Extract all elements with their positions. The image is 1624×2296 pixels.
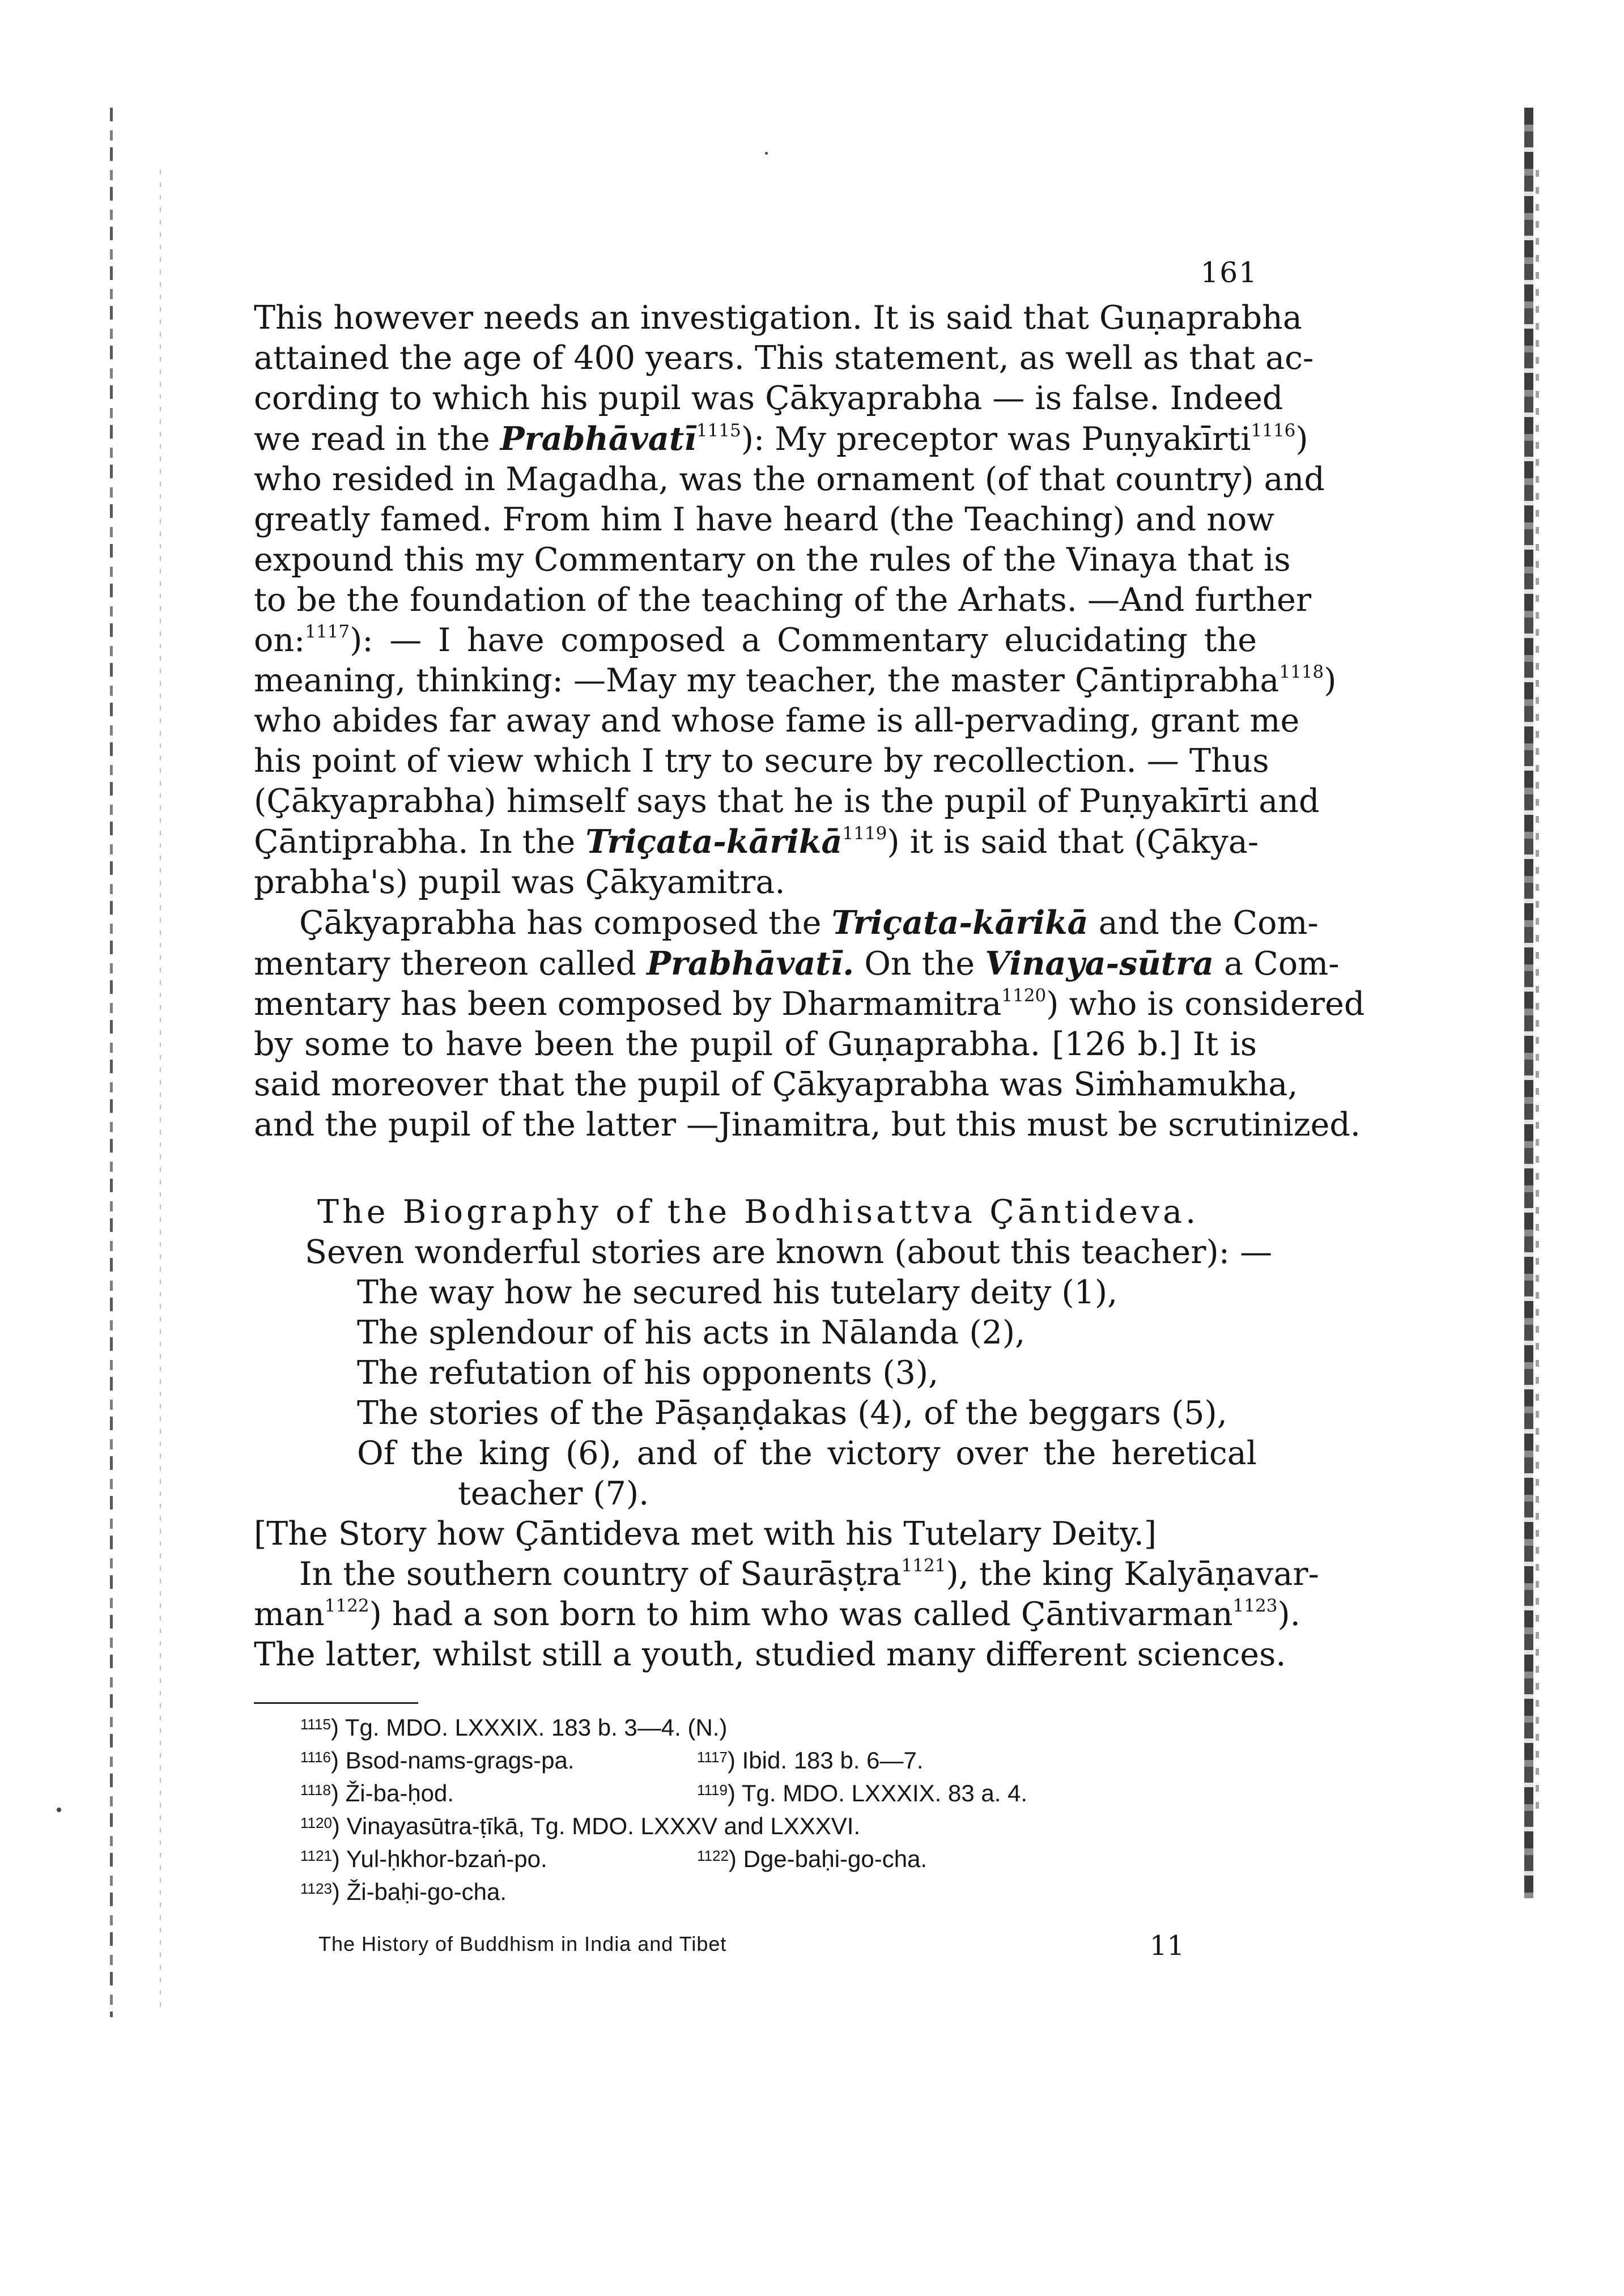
- footnote-ref: 1119: [842, 823, 887, 844]
- footnote-number: 1115: [300, 1716, 331, 1733]
- footnote: [697, 1846, 927, 1872]
- footnote: [300, 1843, 697, 1876]
- footnote-number: 1119: [697, 1781, 728, 1798]
- footnote: [300, 1813, 860, 1839]
- footnote-paren: ): [727, 1780, 742, 1806]
- signature-mark: 11: [1149, 1930, 1184, 1962]
- text-run: mentary thereon called: [254, 945, 647, 983]
- italic-title: Prabhāvatī.: [647, 945, 854, 983]
- text-line: [254, 338, 1314, 379]
- text-run: Çāntiprabha. In the: [254, 823, 586, 861]
- text-run: (Çākyaprabha) himself says that he is the pupil of Puṇyakīrti and: [254, 783, 1320, 820]
- footnote-paren: ): [330, 1780, 346, 1806]
- section-heading: The Biography of the Bodhisattva Çāntideva.: [317, 1193, 1200, 1231]
- text-run: and the pupil of the latter —Jinamitra, but this must be scrutinized.: [254, 1106, 1361, 1143]
- footnote-paren: ): [728, 1846, 743, 1872]
- text-run: ): [1324, 662, 1337, 699]
- footnote: [697, 1780, 1027, 1806]
- footnote-row: [300, 1744, 1264, 1777]
- italic-title: Vinaya-sūtra: [985, 945, 1214, 983]
- footnote-paren: ): [330, 1714, 345, 1741]
- scan-speck: [57, 1808, 61, 1812]
- footnote-paren: ): [330, 1747, 346, 1774]
- text-run: ): [1295, 420, 1308, 458]
- text-line: [254, 741, 1269, 781]
- italic-title: Triçata-kārikā: [585, 823, 843, 861]
- footnote: [697, 1747, 924, 1774]
- text-line: [254, 540, 1291, 580]
- text-run: to be the foundation of the teaching of the Arhats. —And further: [254, 581, 1312, 619]
- footnotes: [300, 1711, 1264, 1908]
- footnote-text: Dge-baḥi-go-cha.: [743, 1846, 928, 1872]
- italic-title: Prabhāvatī: [500, 420, 696, 458]
- footnote-ref: 1121: [901, 1555, 946, 1576]
- text-run: prabha's) pupil was Çākyamitra.: [254, 864, 785, 901]
- footnote-row: [300, 1711, 1264, 1744]
- text-run: cording to which his pupil was Çākyaprabha — is false. Indeed: [254, 380, 1283, 417]
- footnote-row: [300, 1777, 1264, 1810]
- scan-speck: [765, 152, 768, 155]
- footnote-row: [300, 1876, 1264, 1908]
- text-run: ).: [1277, 1596, 1300, 1633]
- text-line: [254, 903, 1319, 943]
- text-line: [254, 1065, 1298, 1105]
- footnote-text: Tg. MDO. LXXXIX. 183 b. 3—4. (N.): [345, 1714, 728, 1741]
- text-run: expound this my Commentary on the rules of the Vinaya that is: [254, 541, 1291, 579]
- footnote: [300, 1714, 727, 1741]
- footnote-paren: ): [331, 1813, 347, 1839]
- verse-line: The refutation of his opponents (3),: [357, 1354, 939, 1392]
- story-paragraph: [254, 1554, 1319, 1675]
- footnote-number: 1122: [697, 1847, 729, 1864]
- text-line: [254, 701, 1300, 741]
- text-line: [254, 984, 1365, 1024]
- footnote-number: 1118: [300, 1781, 331, 1798]
- scan-edge-left: [110, 108, 113, 2017]
- text-run: and the Com-: [1088, 904, 1319, 942]
- footnote-row: [300, 1810, 1264, 1843]
- footnote-ref: 1117: [305, 622, 350, 642]
- text-line: [254, 620, 1257, 661]
- text-run: who resided in Magadha, was the ornament (of that country) and: [254, 461, 1325, 498]
- text-run: ) who is considered: [1046, 985, 1365, 1023]
- verse-line: The stories of the Pāṣaṇḍakas (4), of the beggars (5),: [357, 1394, 1227, 1432]
- text-run: ): — I have composed a Commentary elucidating the: [350, 622, 1257, 659]
- text-run: On the: [854, 945, 985, 983]
- footnote-number: 1116: [300, 1749, 331, 1766]
- text-run: man: [254, 1596, 325, 1633]
- text-line: [254, 460, 1325, 500]
- footnote-row: [300, 1843, 1264, 1876]
- footnote-text: Yul-ḥkhor-bzaṅ-po.: [346, 1846, 547, 1872]
- text-run: we read in the: [254, 420, 500, 458]
- text-line: [254, 661, 1337, 701]
- text-run: mentary has been composed by Dharmamitra: [254, 985, 1002, 1023]
- footnote-rule: [254, 1702, 418, 1704]
- text-run: by some to have been the pupil of Guṇaprabha. [126 b.] It is: [254, 1026, 1257, 1063]
- footnote-paren: ): [331, 1846, 346, 1872]
- footnote-text: Vinayasūtra-ṭīkā, Tg. MDO. LXXXV and LXXXVI.: [346, 1813, 861, 1839]
- footnote: [300, 1777, 697, 1810]
- footnote-text: Bsod-nams-grags-pa.: [345, 1747, 575, 1774]
- text-run: said moreover that the pupil of Çākyaprabha was Siṁhamukha,: [254, 1066, 1298, 1103]
- footnote-ref: 1116: [1251, 420, 1296, 441]
- scan-edge-left-faint: [160, 170, 161, 2012]
- italic-title: Triçata-kārikā: [831, 904, 1089, 942]
- text-line: [254, 580, 1312, 620]
- footnote: [300, 1878, 507, 1905]
- text-run: meaning, thinking: —May my teacher, the master Çāntiprabha: [254, 662, 1279, 699]
- text-run: Çākyaprabha has composed the: [299, 904, 832, 942]
- scan-edge-right-faint: [1536, 170, 1539, 1813]
- biography-section: [254, 1192, 1319, 1675]
- text-run: who abides far away and whose fame is all-pervading, grant me: [254, 702, 1300, 739]
- footnote-ref: 1123: [1232, 1596, 1278, 1616]
- footnote-number: 1121: [300, 1847, 332, 1864]
- text-run: The latter, whilst still a youth, studied many different sciences.: [254, 1636, 1286, 1673]
- running-footer-title: The History of Buddhism in India and Tibet: [318, 1932, 727, 1955]
- text-line: [254, 943, 1340, 984]
- text-run: on:: [254, 622, 305, 659]
- text-line: [254, 1105, 1361, 1145]
- text-line: [254, 1635, 1286, 1675]
- footnote-text: Tg. MDO. LXXXIX. 83 a. 4.: [741, 1780, 1028, 1806]
- verse-line: The way how he secured his tutelary deity (1),: [357, 1274, 1118, 1311]
- text-run: ) had a son born to him who was called Çāntivarman: [369, 1596, 1233, 1633]
- footnote-text: Ži-baḥi-go-cha.: [346, 1878, 507, 1905]
- story-heading: [The Story how Çāntideva met with his Tutelary Deity.]: [254, 1515, 1157, 1553]
- footnote-ref: 1118: [1279, 662, 1324, 682]
- footnote-text: Ži-ba-ḥod.: [345, 1780, 454, 1806]
- text-line: [254, 781, 1320, 822]
- footnote-ref: 1122: [324, 1596, 369, 1616]
- footnote-number: 1120: [300, 1814, 332, 1831]
- text-line: [254, 500, 1275, 540]
- footnote-number: 1117: [697, 1749, 728, 1766]
- text-run: ), the king Kalyāṇavar-: [946, 1555, 1319, 1593]
- verse-intro: Seven wonderful stories are known (about this teacher): —: [305, 1234, 1273, 1271]
- text-line: [254, 1554, 1319, 1595]
- text-line: [254, 862, 1257, 903]
- text-line: [254, 298, 1302, 338]
- text-run: In the southern country of Saurāṣṭra: [299, 1555, 902, 1593]
- footnote-text: Ibid. 183 b. 6—7.: [742, 1747, 924, 1774]
- verse-line: The splendour of his acts in Nālanda (2),: [357, 1314, 1026, 1351]
- verse-list: [254, 1273, 1257, 1474]
- verse-continuation: teacher (7).: [458, 1475, 649, 1512]
- text-run: This however needs an investigation. It is said that Guṇaprabha: [254, 299, 1302, 337]
- scan-edge-right: [1524, 108, 1533, 1898]
- footnote-paren: ): [331, 1878, 347, 1905]
- text-run: his point of view which I try to secure by recollection. — Thus: [254, 742, 1269, 780]
- footnote-paren: ): [727, 1747, 742, 1774]
- text-run: ) it is said that (Çākya-: [887, 823, 1259, 861]
- text-line: [254, 822, 1257, 862]
- footnote: [300, 1744, 697, 1777]
- text-run: ): My preceptor was Puṇyakīrti: [741, 420, 1251, 458]
- text-run: a Com-: [1214, 945, 1340, 983]
- text-line: [254, 419, 1308, 460]
- text-line: [254, 1595, 1300, 1635]
- text-line: [254, 1024, 1257, 1065]
- footnote-number: 1123: [300, 1880, 332, 1897]
- footnote-ref: 1120: [1001, 985, 1047, 1006]
- text-line: [254, 379, 1283, 419]
- page-number: 161: [1200, 256, 1258, 289]
- text-run: attained the age of 400 years. This statement, as well as that ac-: [254, 339, 1314, 377]
- text-run: greatly famed. From him I have heard (the Teaching) and now: [254, 501, 1275, 538]
- footnote-ref: 1115: [696, 420, 741, 441]
- body-text: [254, 298, 1365, 1145]
- verse-line: Of the king (6), and of the victory over the heretical: [357, 1435, 1257, 1472]
